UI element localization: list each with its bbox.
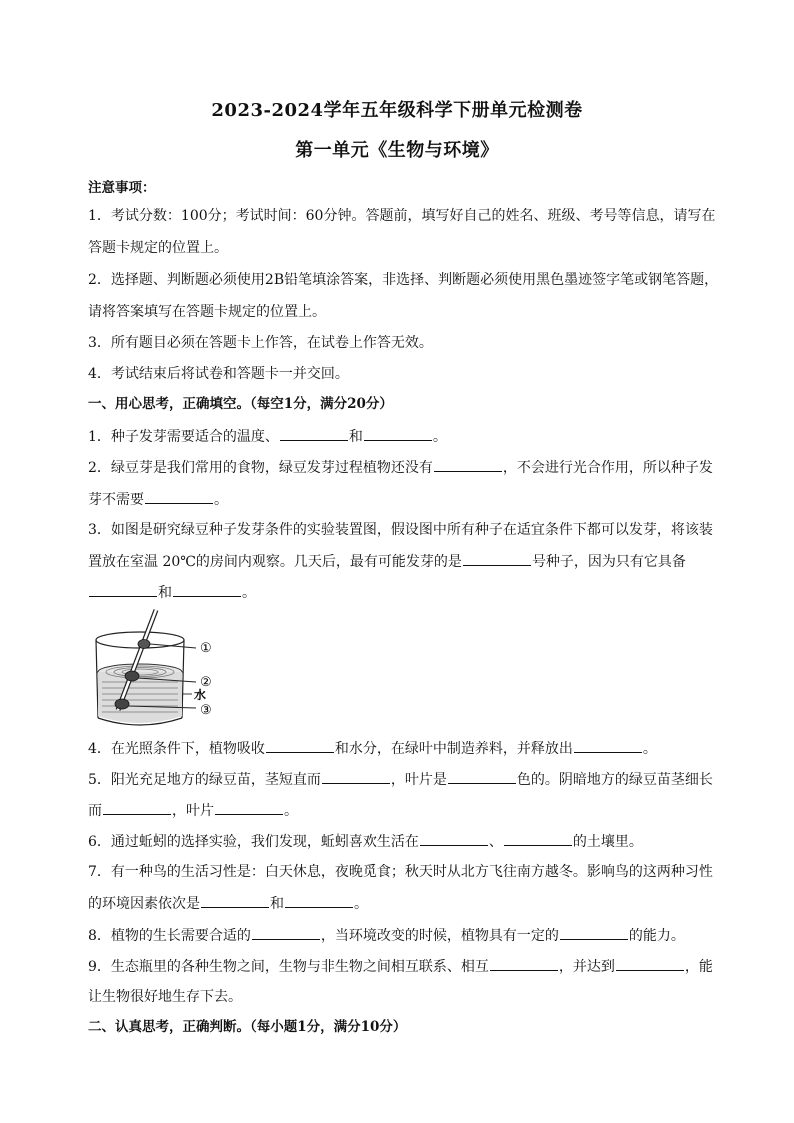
q8-text-a: 8．植物的生长需要合适的	[88, 928, 251, 944]
q6-text-a: 6．通过蚯蚓的选择实验，我们发现，蚯蚓喜欢生活在	[88, 834, 419, 850]
q6-text-c: 的土壤里。	[572, 834, 643, 850]
answer-blank[interactable]	[490, 956, 558, 971]
question-3-line2	[88, 551, 718, 572]
q5-text-a: 5．阳光充足地方的绿豆苗，茎短直而	[88, 772, 321, 788]
answer-blank[interactable]	[280, 426, 348, 441]
answer-blank[interactable]	[616, 956, 684, 971]
figure-label-1: ①	[200, 641, 212, 656]
q3-text-d: 和	[158, 585, 172, 601]
answer-blank[interactable]	[463, 551, 531, 566]
answer-blank[interactable]	[266, 738, 334, 753]
figure-label-water: 水	[194, 688, 207, 702]
answer-blank[interactable]	[145, 489, 213, 504]
notice-item-2a: 2．选择题、判断题必须使用2B铅笔填涂答案，非选择、判断题必须使用黑色墨迹签字笔或钢笔答题，	[88, 272, 719, 288]
q2-text-a: 2．绿豆芽是我们常用的食物，绿豆发芽过程植物还没有	[88, 460, 433, 476]
q2-text-d: 。	[214, 492, 228, 508]
q2-text-c: 芽不需要	[88, 492, 144, 508]
notice-item-1b: 答题卡规定的位置上。	[88, 240, 228, 256]
notice-heading: 注意事项：	[88, 180, 156, 196]
q5-text-f: 。	[284, 803, 298, 819]
answer-blank[interactable]	[448, 769, 516, 784]
notice-item-2b: 请将答案填写在答题卡规定的位置上。	[88, 304, 326, 320]
answer-blank[interactable]	[364, 426, 432, 441]
q1-text-c: 。	[432, 429, 447, 445]
q7-text-c: 和	[270, 896, 284, 912]
q9-text-c: ，能	[684, 959, 713, 975]
q9-text-b: ，并达到	[558, 959, 615, 975]
answer-blank[interactable]	[560, 925, 628, 940]
q3-text-c: 号种子，因为只有它具备	[531, 554, 686, 570]
question-5-line2	[88, 800, 718, 821]
q1-text-b: 和	[348, 429, 363, 445]
q5-text-c: 色的。阴暗地方的绿豆苗茎细长	[516, 772, 713, 788]
figure-label-2: ②	[200, 675, 212, 690]
question-9-line2: 让生物很好地生存下去。	[88, 989, 242, 1005]
q5-text-e: ，叶片	[172, 803, 214, 819]
answer-blank[interactable]	[434, 457, 502, 472]
question-2-line2	[88, 489, 718, 510]
q3-text-e: 。	[242, 585, 256, 601]
question-8	[88, 925, 718, 946]
answer-blank[interactable]	[215, 800, 283, 815]
answer-blank[interactable]	[574, 738, 642, 753]
seed-experiment-figure	[88, 606, 228, 732]
question-7-line2	[88, 893, 718, 914]
notice-item-3: 3．所有题目必须在答题卡上作答，在试卷上作答无效。	[88, 335, 433, 351]
answer-blank[interactable]	[103, 800, 171, 815]
q2-text-b: ，不会进行光合作用，所以种子发	[502, 460, 713, 476]
section2-heading: 二、认真思考，正确判断。（每小题1分，满分10分）	[88, 1019, 407, 1035]
section1-heading: 一、用心思考，正确填空。（每空1分，满分20分）	[88, 396, 393, 412]
answer-blank[interactable]	[201, 893, 269, 908]
q4-text-b: 和水分，在绿叶中制造养料，并释放出	[334, 741, 573, 757]
answer-blank[interactable]	[504, 831, 572, 846]
q5-text-b: ，叶片是	[390, 772, 447, 788]
answer-blank[interactable]	[89, 582, 157, 597]
question-7-line1: 7．有一种鸟的生活习性是：白天休息，夜晚觅食；秋天时从北方飞往南方越冬。影响鸟的这两种习性	[88, 864, 713, 880]
answer-blank[interactable]	[173, 582, 241, 597]
notice-item-1a: 1．考试分数：100分；考试时间：60分钟。答题前，填写好自己的姓名、班级、考号等信息，请写在	[88, 208, 716, 224]
q9-text-a: 9．生态瓶里的各种生物之间，生物与非生物之间相互联系、相互	[88, 959, 489, 975]
notice-item-4: 4．考试结束后将试卷和答题卡一并交回。	[88, 366, 349, 382]
question-9-line1	[88, 956, 718, 977]
q4-text-c: 。	[642, 741, 657, 757]
q3-text-b: 置放在室温 20℃的房间内观察。几天后，最有可能发芽的是	[88, 554, 462, 570]
answer-blank[interactable]	[322, 769, 390, 784]
q7-text-d: 。	[354, 896, 368, 912]
q8-text-c: 的能力。	[628, 928, 685, 944]
question-2-line1	[88, 457, 718, 478]
q6-text-b: 、	[488, 834, 503, 850]
q4-text-a: 4．在光照条件下，植物吸收	[88, 741, 265, 757]
question-3-line3	[88, 582, 718, 603]
unit-title: 第一单元《生物与环境》	[295, 140, 499, 161]
question-3-line1: 3．如图是研究绿豆种子发芽条件的实验装置图，假设图中所有种子在适宜条件下都可以发芽，将该装	[88, 522, 713, 538]
question-1	[88, 426, 718, 447]
q7-text-b: 的环境因素依次是	[88, 896, 200, 912]
answer-blank[interactable]	[420, 831, 488, 846]
question-4	[88, 738, 718, 759]
question-5-line1	[88, 769, 718, 790]
answer-blank[interactable]	[285, 893, 353, 908]
answer-blank[interactable]	[252, 925, 320, 940]
q1-text-a: 1．种子发芽需要适合的温度、	[88, 429, 279, 445]
figure-label-3: ③	[200, 703, 212, 718]
exam-title: 2023-2024学年五年级科学下册单元检测卷	[211, 100, 583, 121]
question-6	[88, 831, 718, 852]
q5-text-d: 而	[88, 803, 102, 819]
q8-text-b: ，当环境改变的时候，植物具有一定的	[320, 928, 559, 944]
